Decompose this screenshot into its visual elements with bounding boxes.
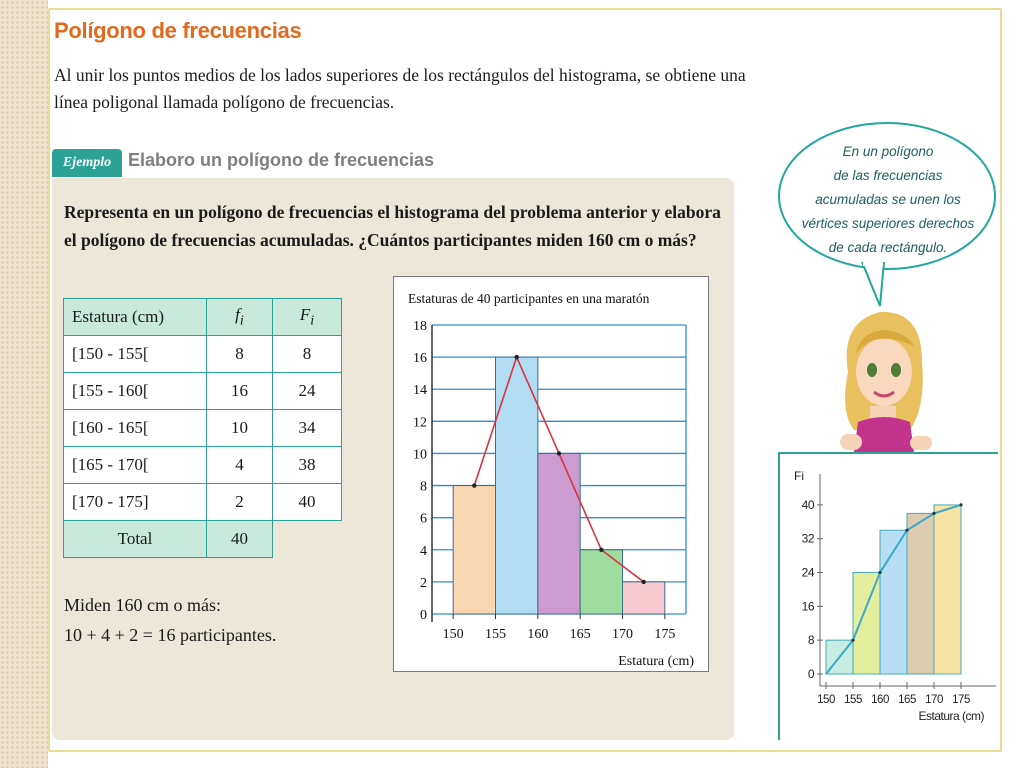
page-title: Polígono de frecuencias [54, 18, 302, 43]
y-tick-label: 2 [420, 575, 427, 591]
cell-fi: 8 [207, 336, 273, 373]
histogram-bar [623, 582, 665, 614]
y-tick-label: 14 [413, 383, 427, 399]
cell-Fi: 24 [273, 373, 342, 410]
cumulative-polygon-point [932, 512, 935, 515]
cumulative-svg [780, 454, 998, 740]
cumulative-polygon-point [851, 639, 854, 642]
y-tick-label: 16 [801, 599, 814, 614]
table-row [64, 410, 342, 447]
histogram-bar [453, 486, 495, 614]
cell-total-label: Total [64, 521, 207, 558]
polygon-point [557, 451, 561, 455]
table-row [64, 447, 342, 484]
x-tick-label: 170 [925, 694, 943, 706]
cumulative-bar [907, 513, 934, 674]
header-fi [207, 299, 273, 336]
x-tick-label: 170 [612, 627, 633, 642]
cell-Fi: 8 [273, 336, 342, 373]
cell-interval: [155 - 160[ [64, 373, 207, 410]
cumulative-polygon-point [905, 529, 908, 532]
problem-statement: Representa en un polígono de frecuencias el histograma del problema anterior y elabora el polígono de frecuencias acumuladas. ¿Cuántos participantes miden 160 cm o más? [64, 202, 721, 250]
y-tick-label: 16 [413, 351, 427, 367]
header-Fi [273, 299, 342, 336]
x-tick-label: 175 [952, 694, 970, 706]
y-tick-label: 12 [413, 415, 427, 431]
y-tick-label: 8 [420, 479, 427, 495]
cell-total-value: 40 [207, 521, 273, 558]
histogram-bar [496, 357, 538, 614]
cell-fi: 16 [207, 373, 273, 410]
girl-illustration [818, 302, 948, 462]
cell-fi: 2 [207, 484, 273, 521]
chart-title: Estaturas de 40 participantes en una maratón [408, 291, 650, 306]
y-tick-label: 0 [420, 608, 427, 623]
x-tick-label: 150 [442, 627, 464, 642]
y-tick-label: 24 [801, 565, 814, 580]
cell-fi: 4 [207, 447, 273, 484]
table-total-row [64, 521, 342, 558]
cumulative-polygon-point [959, 503, 962, 506]
cell-Fi: 38 [273, 447, 342, 484]
cell-Fi: 40 [273, 484, 342, 521]
x-tick-label: 155 [485, 627, 506, 642]
polygon-point [641, 580, 645, 584]
y-tick-label: 40 [801, 497, 814, 512]
x-axis-label: Estatura (cm) [918, 709, 984, 723]
histogram-chart [393, 276, 709, 672]
cell-Fi: 34 [273, 410, 342, 447]
x-tick-label: 165 [569, 627, 591, 642]
left-decorative-border [0, 0, 48, 768]
cell-interval: [165 - 170[ [64, 447, 207, 484]
table-header-row [64, 299, 342, 336]
x-tick-label: 160 [871, 694, 889, 706]
table-row [64, 336, 342, 373]
y-tick-label: 6 [420, 511, 427, 527]
header-Fi-sub: i [310, 312, 315, 329]
polygon-point [472, 483, 476, 487]
y-tick-label: 10 [413, 447, 427, 463]
header-estatura [64, 299, 207, 336]
header-estatura-label: Estatura (cm) [72, 307, 165, 326]
speech-bubble-text: En un polígono de las frecuencias acumuladas se unen los vértices superiores derechos de cada rectángulo. [801, 144, 975, 255]
x-axis-label: Estatura (cm) [618, 654, 694, 669]
header-Fi-label: F [299, 304, 311, 324]
cumulative-bar [853, 573, 880, 674]
table-row [64, 484, 342, 521]
y-tick-label: 4 [420, 543, 427, 559]
example-tab-label: Ejemplo [52, 149, 122, 177]
cumulative-polygon-point [878, 571, 881, 574]
y-tick-label: 18 [413, 319, 427, 334]
header-fi-sub: i [239, 312, 244, 329]
cell-interval: [150 - 155[ [64, 336, 207, 373]
header-fi-label: f [235, 304, 240, 324]
cell-interval: [160 - 165[ [64, 410, 207, 447]
y-tick-label: 32 [801, 531, 814, 546]
answer-text [64, 590, 276, 650]
intro-paragraph: Al unir los puntos medios de los lados superiores de los rectángulos del histograma, se obtiene una línea poligonal llamada polígono de frecuencias. [54, 65, 746, 112]
y-tick-label: 0 [807, 667, 814, 681]
x-tick-label: 175 [654, 627, 676, 642]
histogram-bar [580, 550, 622, 614]
x-tick-label: 155 [844, 694, 862, 706]
cell-interval: [170 - 175] [64, 484, 207, 521]
x-tick-label: 160 [527, 627, 549, 642]
polygon-point [599, 548, 603, 552]
answer-line-2: 10 + 4 + 2 = 16 participantes. [64, 625, 277, 645]
answer-line-1: Miden 160 cm o más: [64, 595, 221, 615]
y-axis-label: Fi [794, 469, 804, 483]
y-tick-label: 8 [807, 633, 814, 648]
cumulative-chart [778, 452, 998, 740]
polygon-point [514, 355, 518, 359]
histogram-svg [394, 277, 708, 671]
cell-fi: 10 [207, 410, 273, 447]
x-tick-label: 165 [898, 694, 916, 706]
x-tick-label: 150 [817, 694, 835, 706]
table-row [64, 373, 342, 410]
cumulative-bar [934, 505, 961, 674]
cell-empty [273, 521, 342, 558]
frequency-table [63, 298, 342, 558]
histogram-bar [538, 453, 580, 614]
example-heading: Elaboro un polígono de frecuencias [128, 150, 435, 170]
